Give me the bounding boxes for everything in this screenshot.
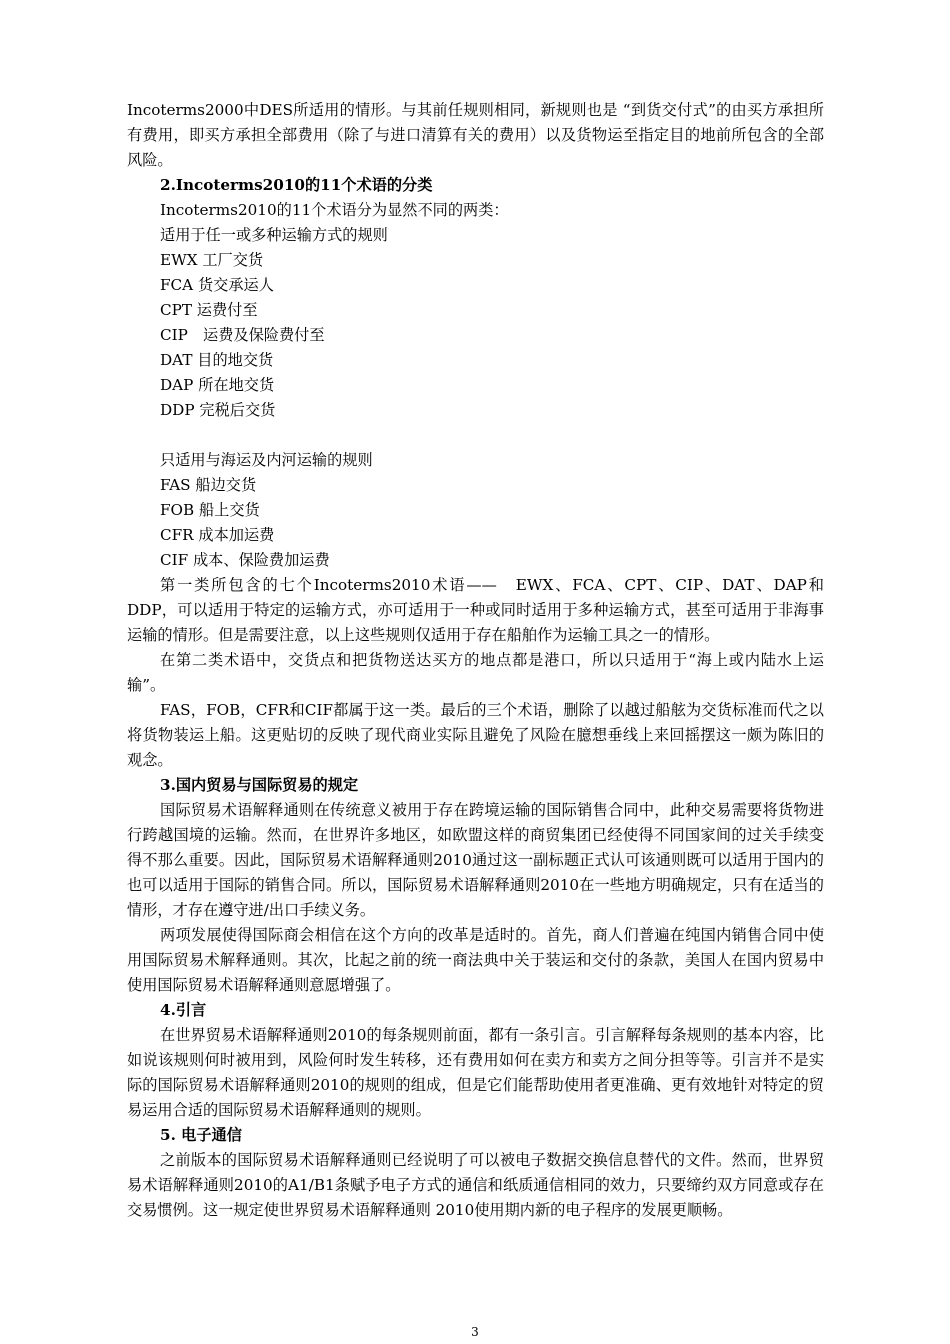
term-cip: CIP 运费及保险费付至 <box>160 326 325 344</box>
intro-paragraph: Incoterms2000中DES所适用的情形。与其前任规则相同，新规则也是 “到货交付式”的由买方承担所有费用，即买方承担全部费用（除了与进口清算有关的费用）以及货物运至指定目的地前所包含的全部风险。 <box>127 101 824 169</box>
group-2-title: 只适用与海运及内河运输的规则 <box>160 451 373 469</box>
term-fas: FAS 船边交货 <box>160 476 257 494</box>
group-1-title: 适用于任一或多种运输方式的规则 <box>160 226 388 244</box>
section-2-paragraph: 第一类所包含的七个Incoterms2010术语—— EWX、FCA、CPT、CIP、DAT、DAP和DDP，可以适用于特定的运输方式，亦可适用于一种或同时适用于多种运输方式，甚至可适用于非海事运输的情形。但是需要注意，以上这些规则仅适用于存在船舶作为运输工具之一的情形。 <box>127 576 824 644</box>
section-3-paragraph: 两项发展使得国际商会相信在这个方向的改革是适时的。首先，商人们普遍在纯国内销售合同中使用国际贸易术解释通则。其次，比起之前的统一商法典中关于装运和交付的条款，美国人在国内贸易中使用国际贸易术语解释通则意愿增强了。 <box>127 926 824 994</box>
term-fob: FOB 船上交货 <box>160 501 260 519</box>
blank-line <box>127 423 824 448</box>
document-body <box>127 98 824 1223</box>
section-5-paragraph: 之前版本的国际贸易术语解释通则已经说明了可以被电子数据交换信息替代的文件。然而，世界贸易术语解释通则2010的A1/B1条赋予电子方式的通信和纸质通信相同的效力，只要缔约双方同意或存在交易惯例。这一规定使世界贸易术语解释通则 2010使用期内新的电子程序的发展更顺畅。 <box>127 1151 824 1219</box>
section-3-paragraph: 国际贸易术语解释通则在传统意义被用于存在跨境运输的国际销售合同中，此种交易需要将货物进行跨越国境的运输。然而，在世界许多地区，如欧盟这样的商贸集团已经使得不同国家间的过关手续变得不那么重要。因此，国际贸易术语解释通则2010通过这一副标题正式认可该通则既可以适用于国内的也可以适用于国际的销售合同。所以，国际贸易术语解释通则2010在一些地方明确规定，只有在适当的情形，才存在遵守进/出口手续义务。 <box>127 801 824 919</box>
term-ewx: EWX 工厂交货 <box>160 251 264 269</box>
term-dat: DAT 目的地交货 <box>160 351 274 369</box>
term-fca: FCA 货交承运人 <box>160 276 274 294</box>
term-dap: DAP 所在地交货 <box>160 376 275 394</box>
term-cpt: CPT 运费付至 <box>160 301 258 319</box>
page-number: 3 <box>471 1325 479 1339</box>
section-4-heading: 4.引言 <box>160 1001 207 1019</box>
term-cfr: CFR 成本加运费 <box>160 526 275 544</box>
section-3-heading: 3.国内贸易与国际贸易的规定 <box>160 776 359 794</box>
section-4-paragraph: 在世界贸易术语解释通则2010的每条规则前面，都有一条引言。引言解释每条规则的基本内容，比如说该规则何时被用到，风险何时发生转移，还有费用如何在卖方和卖方之间分担等等。引言并不是实际的国际贸易术语解释通则2010的规则的组成，但是它们能帮助使用者更准确、更有效地针对特定的贸易运用合适的国际贸易术语解释通则的规则。 <box>127 1026 824 1119</box>
term-cif: CIF 成本、保险费加运费 <box>160 551 330 569</box>
term-ddp: DDP 完税后交货 <box>160 401 276 419</box>
section-2-intro: Incoterms2010的11个术语分为显然不同的两类： <box>160 201 509 219</box>
section-2-paragraph: FAS，FOB，CFR和CIF都属于这一类。最后的三个术语，删除了以越过船舷为交货标准而代之以将货物装运上船。这更贴切的反映了现代商业实际且避免了风险在臆想垂线上来回摇摆这一颇为陈旧的观念。 <box>127 701 824 769</box>
section-2-heading: 2.Incoterms2010的11个术语的分类 <box>160 176 433 194</box>
section-2-paragraph: 在第二类术语中，交货点和把货物送达买方的地点都是港口，所以只适用于“海上或内陆水上运输”。 <box>127 651 824 694</box>
section-5-heading: 5. 电子通信 <box>160 1126 242 1144</box>
